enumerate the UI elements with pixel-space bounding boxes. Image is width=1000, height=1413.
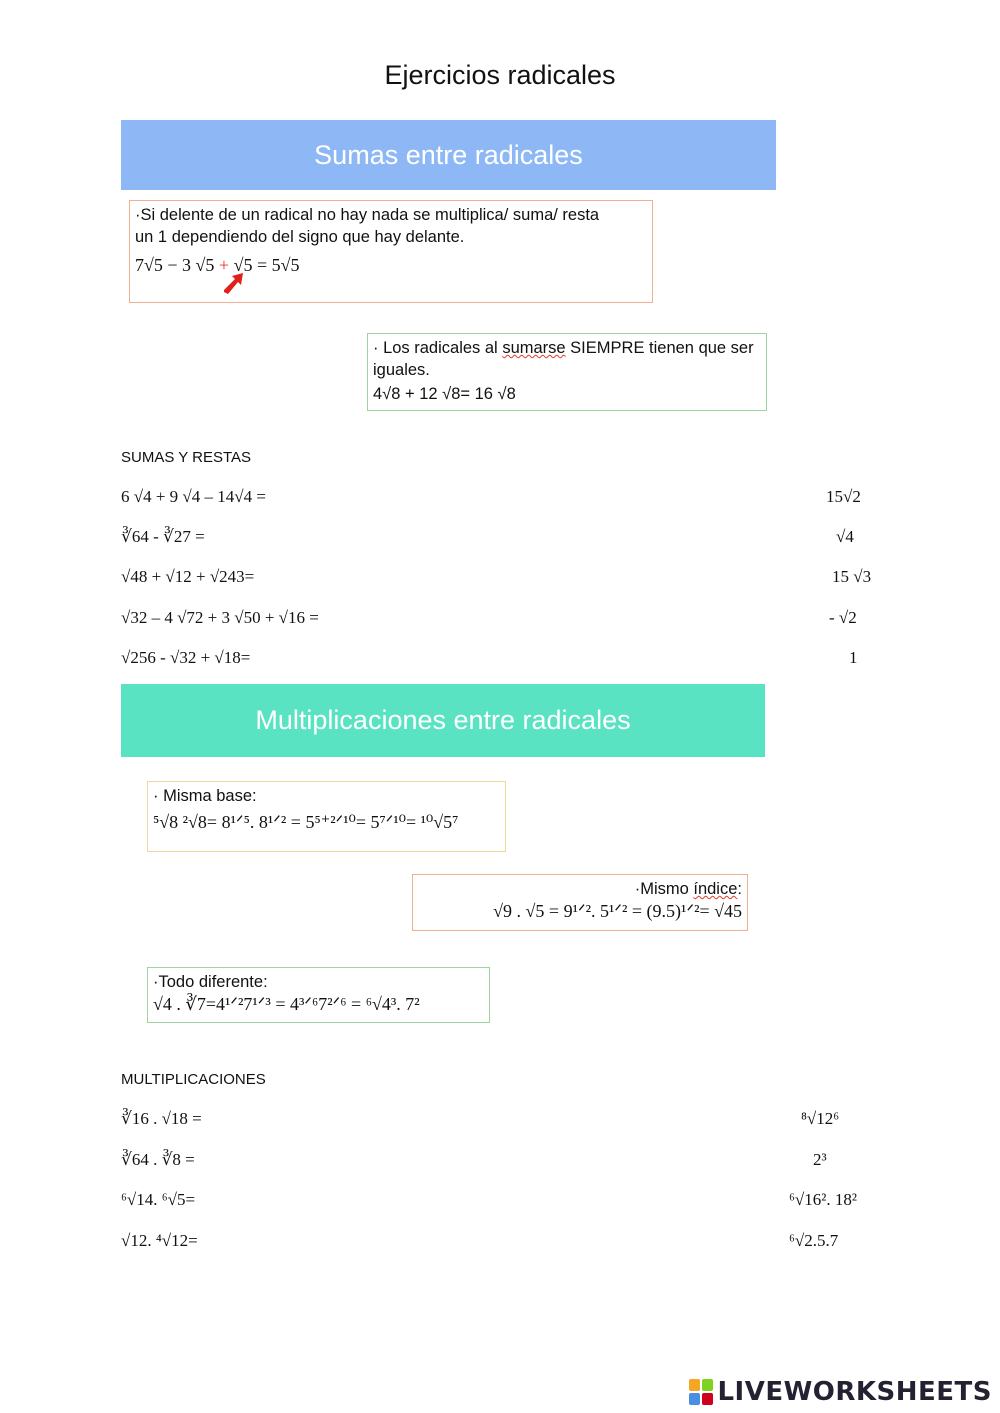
sumas-exercise: ∛64 - ∛27 = (121, 527, 205, 546)
sumas-answer: 15√2 (826, 487, 861, 506)
mult-exercise: ∛16 . √18 = (121, 1109, 202, 1128)
note-expression: √4 . ∛7=4¹ᐟ²7¹ᐟ³ = 4³ᐟ⁶7²ᐟ⁶ = ⁶√4³. 7² (153, 994, 420, 1014)
page-title: Ejercicios radicales (384, 60, 616, 90)
note-expression: 4√8 + 12 √8= 16 √8 (373, 385, 516, 403)
note-expression: ⁵√8 ²√8= 8¹ᐟ⁵. 8¹ᐟ² = 5⁵⁺²ᐟ¹⁰= 5⁷ᐟ¹⁰= ¹⁰√5⁷ (153, 812, 459, 832)
note-label (418, 878, 742, 900)
note-line (373, 337, 761, 359)
sumas-answer: 1 (849, 648, 858, 667)
sumas-exercise: √48 + √12 + √243= (121, 567, 255, 586)
note-line: un 1 dependiendo del signo que hay delante. (135, 228, 465, 246)
note-text: · Los radicales al (373, 339, 503, 357)
mult-answer: ⁸√12⁶ (801, 1109, 840, 1128)
multiplicaciones-banner: Multiplicaciones entre radicales (121, 684, 765, 757)
liveworksheets-logo[interactable] (689, 1376, 992, 1408)
expr-part: 7√5 − 3 √5 (135, 255, 215, 275)
sumas-section-label: SUMAS Y RESTAS (121, 449, 252, 466)
mult-answer: ⁶√16². 18² (789, 1190, 857, 1209)
sumas-answer: √4 (836, 527, 854, 546)
logo-text: LIVEWORKSHEETS (717, 1377, 992, 1407)
mult-note-misma-base (147, 781, 506, 852)
sumas-note-1 (129, 200, 653, 303)
sumas-banner: Sumas entre radicales (121, 120, 776, 190)
note-label: · Misma base: (153, 787, 257, 805)
sumas-exercise: √32 – 4 √72 + 3 √50 + √16 = (121, 608, 319, 627)
note-line: ·Si delente de un radical no hay nada se multiplica/ suma/ resta (135, 206, 600, 224)
note-text: SIEMPRE tienen que ser (565, 339, 754, 357)
note-label: ·Todo diferente: (153, 973, 268, 991)
mult-section-label: MULTIPLICACIONES (121, 1071, 266, 1088)
note-line: iguales. (373, 361, 430, 379)
logo-square (702, 1379, 713, 1391)
expr-part: √5 = 5√5 (233, 255, 300, 275)
mult-exercise: ∛64 . ∛8 = (121, 1150, 195, 1169)
mult-answer: ⁶√2.5.7 (789, 1231, 839, 1250)
sumas-note-2 (367, 333, 767, 411)
note-text-underlined: índice (693, 880, 738, 898)
sumas-exercise: √256 - √32 + √18= (121, 648, 251, 667)
expr-plus: + (214, 255, 234, 275)
sumas-answer: 15 √3 (832, 567, 872, 586)
sumas-exercise: 6 √4 + 9 √4 – 14√4 = (121, 487, 266, 506)
note-text-underlined: sumarse (502, 339, 566, 357)
note-text: : (737, 880, 742, 898)
note-expression: √9 . √5 = 9¹ᐟ². 5¹ᐟ² = (9.5)¹ᐟ²= √45 (493, 901, 742, 921)
sumas-answer: - √2 (829, 608, 857, 627)
mult-answer: 2³ (813, 1150, 827, 1169)
note-text: ·Mismo (634, 880, 694, 898)
logo-square (689, 1393, 700, 1405)
liveworksheets-logo-icon (689, 1379, 713, 1405)
mult-note-todo-diferente (147, 967, 490, 1023)
logo-square (702, 1393, 713, 1405)
logo-square (689, 1379, 700, 1391)
mult-note-mismo-indice (412, 874, 748, 931)
mult-exercise: √12. ⁴√12= (121, 1231, 198, 1250)
red-arrow-icon (222, 272, 244, 294)
mult-exercise: ⁶√14. ⁶√5= (121, 1190, 196, 1209)
note-expression (135, 254, 647, 276)
